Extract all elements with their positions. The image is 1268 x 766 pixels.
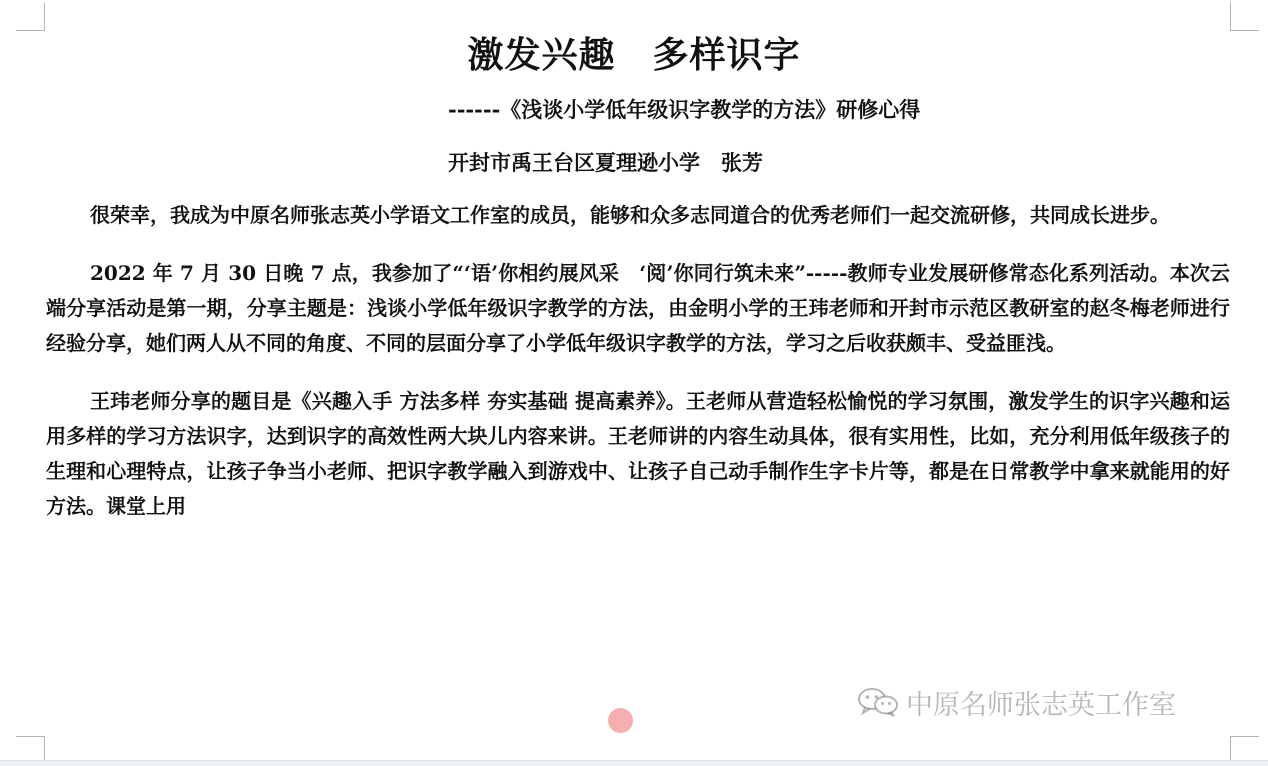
document-title: 激发兴趣 多样识字: [467, 35, 801, 76]
watermark-text: 中原名师张志英工作室: [906, 689, 1176, 721]
document-subtitle: ------《浅谈小学低年级识字教学的方法》研修心得: [448, 97, 921, 122]
crop-mark-top-left: [16, 2, 45, 31]
paragraph-event: 2022 年 7 月 30 日晚 7 点，我参加了“‘语’你相约展风采 ‘阅’你同行筑未来”-----教师专业发展研修常态化系列活动。本次云端分享活动是第一期，分享主题是：浅谈小学低年级识字教学的方法，由金明小学的王玮老师和开封市示范区教研室的赵冬梅老师进行经验分享，她们两人从不同的角度、不同的层面分享了小学低年级识字教学的方法，学习之后收获颇丰、受益匪浅。: [46, 261, 1230, 355]
document-body: [46, 198, 1230, 547]
document-author: 开封市禹王台区夏理逊小学 张芳: [448, 150, 763, 175]
watermark: [856, 682, 1176, 722]
crop-mark-top-right: [1230, 2, 1259, 31]
paragraph-sharing: 王玮老师分享的题目是《兴趣入手 方法多样 夯实基础 提高素养》。王老师从营造轻松愉悦的学习氛围，激发学生的识字兴趣和运用多样的学习方法识字，达到识字的高效性两大块儿内容来讲。王老师讲的内容生动具体，很有实用性，比如，充分利用低年级孩子的生理和心理特点，让孩子争当小老师、把识字教学融入到游戏中、让孩子自己动手制作生字卡片等，都是在日常教学中拿来就能用的好方法。课堂上用: [46, 389, 1230, 518]
cursor-indicator: [608, 708, 633, 733]
paragraph-intro: 很荣幸，我成为中原名师张志英小学语文工作室的成员，能够和众多志同道合的优秀老师们一起交流研修，共同成长进步。: [90, 203, 1170, 227]
page-bottom-edge: [0, 760, 1268, 766]
wechat-icon: [856, 686, 900, 718]
